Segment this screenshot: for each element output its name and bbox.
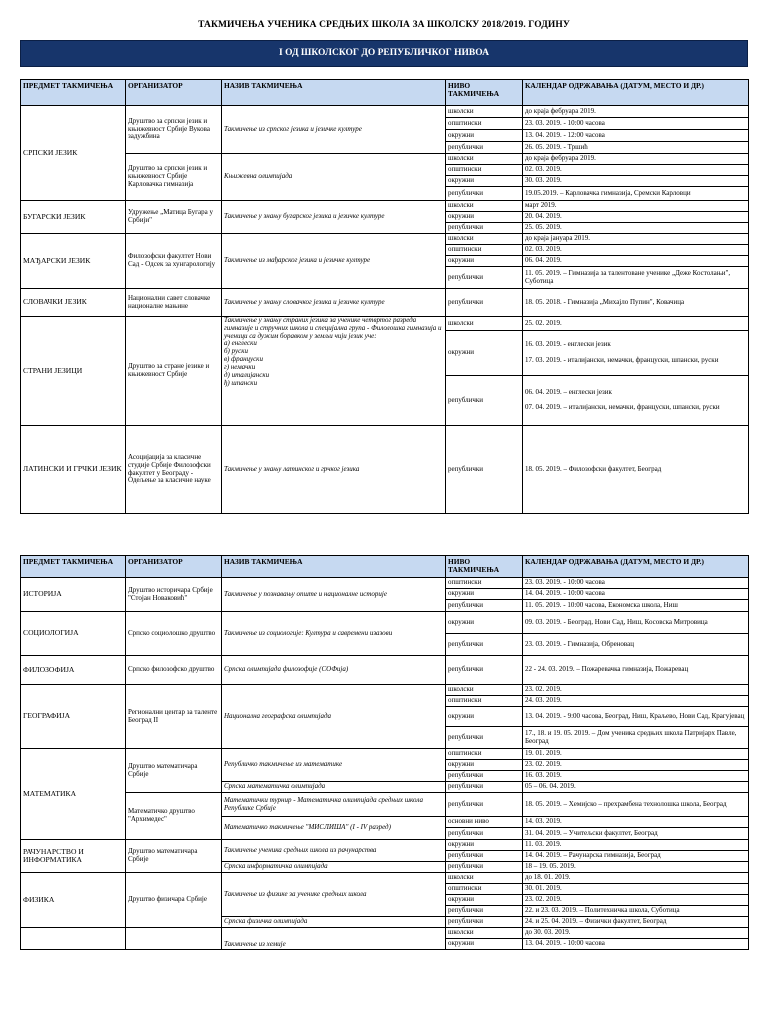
calendar-cell: 19. 01. 2019. bbox=[523, 749, 749, 760]
organizer-cell: Друштво математичара Србије bbox=[126, 749, 222, 793]
competition-cell: Такмичење из хемије bbox=[222, 928, 446, 950]
header-competition: НАЗИВ ТАКМИЧЕЊА bbox=[222, 556, 446, 578]
competition-cell: Такмичење у познавању опште и националне историје bbox=[222, 578, 446, 612]
level-cell: републички bbox=[446, 917, 523, 928]
calendar-cell: 11. 05. 2019. – Гимназија за талентоване ученике „Деже Костолањи", Суботица bbox=[523, 267, 749, 289]
calendar-cell: 19.05.2019. – Карловачка гимназија, Сремски Карловци bbox=[523, 187, 749, 201]
calendar-cell: 18. 05. 2019. – Хемијско – прехрамбена технолошка школа, Београд bbox=[523, 793, 749, 817]
calendar-cell: 23. 03. 2019. - Гимназија, Обреновац bbox=[523, 634, 749, 656]
calendar-cell: 31. 04. 2019. – Учитељски факултет, Београд bbox=[523, 828, 749, 840]
level-cell: школски bbox=[446, 234, 523, 245]
level-cell: републички bbox=[446, 828, 523, 840]
subject-sociology: СОЦИОЛОГИЈА bbox=[21, 612, 126, 656]
calendar-cell: 11. 03. 2019. bbox=[523, 840, 749, 851]
header-level: НИВО ТАКМИЧЕЊА bbox=[446, 80, 523, 106]
calendar-cell: до 30. 03. 2019. bbox=[523, 928, 749, 939]
organizer-cell: Регионални центар за таленте Београд II bbox=[126, 685, 222, 749]
table-row bbox=[21, 234, 749, 245]
organizer-cell: Математичко друштво "Архимедес" bbox=[126, 793, 222, 840]
level-cell: школски bbox=[446, 685, 523, 696]
subject-bulgarian: БУГАРСКИ ЈЕЗИК bbox=[21, 201, 126, 234]
level-cell: републички bbox=[446, 289, 523, 317]
level-cell: општински bbox=[446, 696, 523, 707]
calendar-cell: 14. 03. 2019. bbox=[523, 817, 749, 828]
competition-cell: Такмичење у знању бугарског језика и језичке културе bbox=[222, 201, 446, 234]
header-organizer: ОРГАНИЗАТОР bbox=[126, 556, 222, 578]
competition-cell: Српска информатичка олимпијада bbox=[222, 862, 446, 873]
calendar-cell: 13. 04. 2019. - 9:00 часова, Београд, Ниш, Краљево, Нови Сад, Крагујевац bbox=[523, 707, 749, 727]
competition-cell: Математичко такмичење "МИСЛИША" (I - IV разред) bbox=[222, 817, 446, 840]
level-cell: окружни bbox=[446, 840, 523, 851]
calendar-cell: 24. и 25. 04. 2019. – Физички факултет, Београд bbox=[523, 917, 749, 928]
calendar-cell: 30. 01. 2019. bbox=[523, 884, 749, 895]
level-cell: општински bbox=[446, 165, 523, 176]
level-cell: републички bbox=[446, 267, 523, 289]
calendar-cell: до краја јануара 2019. bbox=[523, 234, 749, 245]
level-cell: републички bbox=[446, 376, 523, 426]
table-row bbox=[21, 154, 749, 165]
competition-cell: Математички турнир - Математичка олимпијада средњих школа Републике Србије bbox=[222, 793, 446, 817]
calendar-cell: 13. 04. 2019. - 10:00 часова bbox=[523, 939, 749, 950]
level-cell: републички bbox=[446, 771, 523, 782]
calendar-cell: 02. 03. 2019. bbox=[523, 165, 749, 176]
level-cell: републички bbox=[446, 793, 523, 817]
calendar-cell: 18. 05. 2018. - Гимназија „Михајло Пупин", Ковачица bbox=[523, 289, 749, 317]
level-cell: окружни bbox=[446, 212, 523, 223]
level-cell: републички bbox=[446, 656, 523, 685]
calendar-cell: 16. 03. 2019. - енглески језик 17. 03. 2019. - италијански, немачки, француски, шпански, руски bbox=[523, 331, 749, 376]
subject-hungarian: МАЂАРСКИ ЈЕЗИК bbox=[21, 234, 126, 289]
level-cell: републички bbox=[446, 862, 523, 873]
level-cell: окружни bbox=[446, 612, 523, 634]
organizer-cell: Национални савет словачке националне мањине bbox=[126, 289, 222, 317]
calendar-cell: 13. 04. 2019. - 12:00 часова bbox=[523, 130, 749, 142]
level-cell: окружни bbox=[446, 176, 523, 187]
table-row bbox=[21, 317, 749, 331]
organizer-cell: Филозофски факултет Нови Сад - Одсек за хунгарологију bbox=[126, 234, 222, 289]
calendar-cell: 11. 05. 2019. - 10:00 часова, Економска школа, Ниш bbox=[523, 600, 749, 612]
subject-physics: ФИЗИКА bbox=[21, 873, 126, 928]
calendar-cell: 06. 04. 2019. bbox=[523, 256, 749, 267]
table-row bbox=[21, 578, 749, 589]
table-row bbox=[21, 289, 749, 317]
table-row bbox=[21, 840, 749, 851]
subject-latin-greek: ЛАТИНСКИ И ГРЧКИ ЈЕЗИК bbox=[21, 426, 126, 514]
level-cell: општински bbox=[446, 749, 523, 760]
calendar-cell: 26. 05. 2019. - Тршић bbox=[523, 142, 749, 154]
calendar-cell: 05 – 06. 04. 2019. bbox=[523, 782, 749, 793]
calendar-cell: 30. 03. 2019. bbox=[523, 176, 749, 187]
calendar-cell: 14. 04. 2019. – Рачунарска гимназија, Београд bbox=[523, 851, 749, 862]
level-cell: школски bbox=[446, 154, 523, 165]
header-level: НИВО ТАКМИЧЕЊА bbox=[446, 556, 523, 578]
organizer-cell: Удружење „Матица Бугара у Србији" bbox=[126, 201, 222, 234]
competition-cell: Такмичење у знању латинског и грчког језика bbox=[222, 426, 446, 514]
section-banner: I ОД ШКОЛСКОГ ДО РЕПУБЛИЧКОГ НИВОА bbox=[20, 40, 748, 67]
level-cell: окружни bbox=[446, 895, 523, 906]
table-row bbox=[21, 685, 749, 696]
level-cell: републички bbox=[446, 782, 523, 793]
level-cell: општински bbox=[446, 578, 523, 589]
header-competition: НАЗИВ ТАКМИЧЕЊА bbox=[222, 80, 446, 106]
calendar-cell: 06. 04. 2019. – енглески језик 07. 04. 2019. – италијански, немачки, француски, шпански, руски bbox=[523, 376, 749, 426]
table-row bbox=[21, 749, 749, 760]
level-cell: школски bbox=[446, 873, 523, 884]
header-organizer: ОРГАНИЗАТОР bbox=[126, 80, 222, 106]
organizer-cell: Друштво физичара Србије bbox=[126, 873, 222, 928]
competitions-table-sciences bbox=[20, 555, 749, 950]
subject-serbian: СРПСКИ ЈЕЗИК bbox=[21, 106, 126, 201]
document-title: ТАКМИЧЕЊА УЧЕНИКА СРЕДЊИХ ШКОЛА ЗА ШКОЛСКУ 2018/2019. ГОДИНУ bbox=[198, 20, 570, 30]
competition-cell: Српска физичка олимпијада bbox=[222, 917, 446, 928]
table-row bbox=[21, 873, 749, 884]
level-cell: окружни bbox=[446, 939, 523, 950]
calendar-cell: 23. 03. 2019. - 10:00 часова bbox=[523, 118, 749, 130]
subject-informatics: РАЧУНАРСТВО И ИНФОРМАТИКА bbox=[21, 840, 126, 873]
level-cell: републички bbox=[446, 851, 523, 862]
calendar-cell: 22 - 24. 03. 2019. – Пожаревачка гимназија, Пожаревац bbox=[523, 656, 749, 685]
level-cell: основни ниво bbox=[446, 817, 523, 828]
competition-cell: Такмичење ученика средњих школа из рачунарства bbox=[222, 840, 446, 862]
competition-cell: Књижевна олимпијада bbox=[222, 154, 446, 201]
level-cell: школски bbox=[446, 201, 523, 212]
organizer-cell: Друштво историчара Србије "Стојан Новаковић" bbox=[126, 578, 222, 612]
organizer-cell: Друштво за стране језике и књижевност Србије bbox=[126, 317, 222, 426]
level-cell: окружни bbox=[446, 331, 523, 376]
subject-mathematics: МАТЕМАТИКА bbox=[21, 749, 126, 840]
calendar-cell: 23. 03. 2019. - 10:00 часова bbox=[523, 578, 749, 589]
table-row bbox=[21, 928, 749, 939]
organizer-cell: Друштво математичара Србије bbox=[126, 840, 222, 873]
table-row bbox=[21, 793, 749, 817]
organizer-cell: Српско социолошко друштво bbox=[126, 612, 222, 656]
calendar-cell: 25. 02. 2019. bbox=[523, 317, 749, 331]
level-cell: школски bbox=[446, 317, 523, 331]
level-cell: републички bbox=[446, 600, 523, 612]
level-cell: републички bbox=[446, 727, 523, 749]
subject-philosophy: ФИЛОЗОФИЈА bbox=[21, 656, 126, 685]
calendar-cell: 20. 04. 2019. bbox=[523, 212, 749, 223]
level-cell: републички bbox=[446, 187, 523, 201]
calendar-cell: до 18. 01. 2019. bbox=[523, 873, 749, 884]
level-cell: републички bbox=[446, 426, 523, 514]
organizer-cell: Друштво за српски језик и књижевност Србије Вукова задужбина bbox=[126, 106, 222, 154]
table-row bbox=[21, 201, 749, 212]
competitions-table-languages bbox=[20, 79, 749, 514]
competition-cell: Такмичење из српског језика и језичке културе bbox=[222, 106, 446, 154]
competition-cell: Српска математичка олимпијада bbox=[222, 782, 446, 793]
level-cell: окружни bbox=[446, 589, 523, 600]
calendar-cell: 17., 18. и 19. 05. 2019. – Дом ученика средњих школа Патријарх Павле, Београд bbox=[523, 727, 749, 749]
subject-geography: ГЕОГРАФИЈА bbox=[21, 685, 126, 749]
table-row bbox=[21, 612, 749, 634]
calendar-cell: 09. 03. 2019. - Београд, Нови Сад, Ниш, Косовска Митровица bbox=[523, 612, 749, 634]
organizer-cell: Друштво за српски језик и књижевност Србије Карловачка гимназија bbox=[126, 154, 222, 201]
header-calendar: КАЛЕНДАР ОДРЖАВАЊА (ДАТУМ, МЕСТО И ДР.) bbox=[523, 80, 749, 106]
table-row bbox=[21, 426, 749, 514]
level-cell: школски bbox=[446, 928, 523, 939]
competition-cell: Такмичење у знању страних језика за ученике четвртог разреда гимназије и стручних школа и специјална група - Филолошка гимназија и ученици са дужим боравком у земљи чији језик уче: а) енглески б) руски в) француски г) немачки д) италијански ђ) шпански bbox=[222, 317, 446, 426]
level-cell: републички bbox=[446, 142, 523, 154]
calendar-cell: до краја фебруара 2019. bbox=[523, 106, 749, 118]
subject-slovak: СЛОВАЧКИ ЈЕЗИК bbox=[21, 289, 126, 317]
calendar-cell: 14. 04. 2019. - 10:00 часова bbox=[523, 589, 749, 600]
competition-cell: Такмичење из социологије: Култура и савремени изазови bbox=[222, 612, 446, 656]
level-cell: окружни bbox=[446, 256, 523, 267]
subject-foreign-languages: СТРАНИ ЈЕЗИЦИ bbox=[21, 317, 126, 426]
level-cell: окружни bbox=[446, 130, 523, 142]
calendar-cell: 18. 05. 2019. – Филозофски факултет, Београд bbox=[523, 426, 749, 514]
level-cell: општински bbox=[446, 884, 523, 895]
calendar-cell: март 2019. bbox=[523, 201, 749, 212]
calendar-cell: 23. 02. 2019. bbox=[523, 760, 749, 771]
organizer-cell: Српско филозофско друштво bbox=[126, 656, 222, 685]
competition-cell: Национална географска олимпијада bbox=[222, 685, 446, 749]
calendar-cell: до краја фебруара 2019. bbox=[523, 154, 749, 165]
competition-cell: Српска олимпијада филозофије (СОФија) bbox=[222, 656, 446, 685]
header-subject: ПРЕДМЕТ ТАКМИЧЕЊА bbox=[21, 556, 126, 578]
competition-cell: Такмичење из физике за ученике средњих школа bbox=[222, 873, 446, 917]
organizer-cell: Асоцијација за класичне студије Србије Филозофски факултет у Београду - Одељење за класичне науке bbox=[126, 426, 222, 514]
level-cell: општински bbox=[446, 245, 523, 256]
calendar-cell: 23. 02. 2019. bbox=[523, 895, 749, 906]
competition-cell: Републичко такмичење из математике bbox=[222, 749, 446, 782]
subject-chemistry bbox=[21, 928, 126, 950]
calendar-cell: 24. 03. 2019. bbox=[523, 696, 749, 707]
level-cell: републички bbox=[446, 223, 523, 234]
level-cell: републички bbox=[446, 634, 523, 656]
level-cell: републички bbox=[446, 906, 523, 917]
calendar-cell: 16. 03. 2019. bbox=[523, 771, 749, 782]
competition-cell: Такмичење у знању словачког језика и језичке културе bbox=[222, 289, 446, 317]
header-calendar: КАЛЕНДАР ОДРЖАВАЊА (ДАТУМ, МЕСТО И ДР.) bbox=[523, 556, 749, 578]
level-cell: окружни bbox=[446, 760, 523, 771]
level-cell: општински bbox=[446, 118, 523, 130]
header-subject: ПРЕДМЕТ ТАКМИЧЕЊА bbox=[21, 80, 126, 106]
calendar-cell: 18 – 19. 05. 2019. bbox=[523, 862, 749, 873]
table-row bbox=[21, 106, 749, 118]
calendar-cell: 23. 02. 2019. bbox=[523, 685, 749, 696]
competition-cell: Такмичење из мађарског језика и језичке културе bbox=[222, 234, 446, 289]
organizer-cell bbox=[126, 928, 222, 950]
calendar-cell: 25. 05. 2019. bbox=[523, 223, 749, 234]
calendar-cell: 02. 03. 2019. bbox=[523, 245, 749, 256]
level-cell: школски bbox=[446, 106, 523, 118]
table-row bbox=[21, 656, 749, 685]
subject-history: ИСТОРИЈА bbox=[21, 578, 126, 612]
calendar-cell: 22. и 23. 03. 2019. – Политехничка школа, Суботица bbox=[523, 906, 749, 917]
level-cell: окружни bbox=[446, 707, 523, 727]
